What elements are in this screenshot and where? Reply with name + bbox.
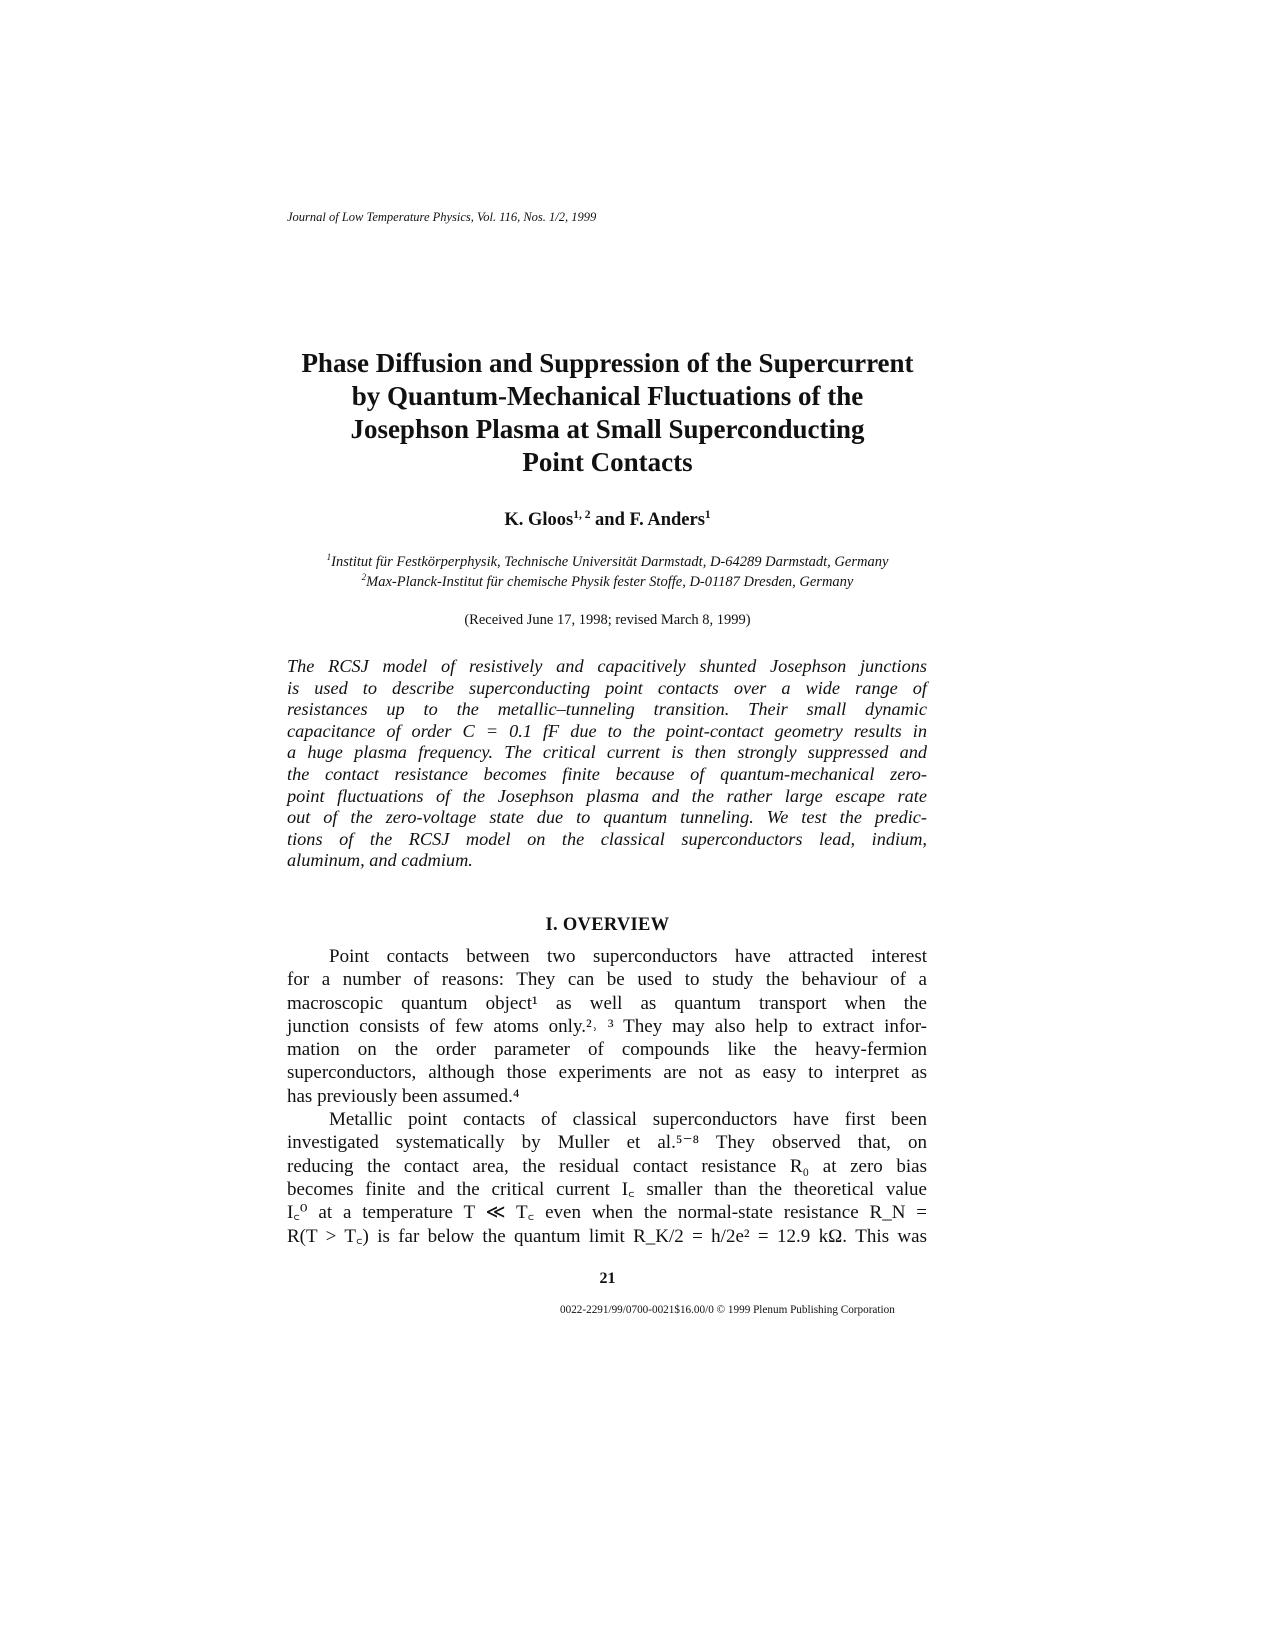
paper-title [260,347,955,479]
affiliation [260,572,955,592]
abstract-line: aluminum, and cadmium. [287,850,473,871]
author-list [260,510,955,531]
affil-number: 2 [361,572,367,583]
page-number: 21 [599,1270,616,1287]
body-line: junction consists of few atoms only.²˒ ³ They may also help to extract infor- [287,1015,927,1037]
author-name: K. Gloos [504,510,574,530]
abstract-line: resistances up to the metallic–tunneling transition. Their small dynamic [287,699,927,720]
affil-text: Institut für Festkörperphysik, Technische Universität Darmstadt, D-64289 Darmstadt, Germany [331,554,889,570]
abstract-line: tions of the RCSJ model on the classical superconductors lead, indium, [287,828,927,849]
body-line: I꜀⁰ at a temperature T ≪ T꜀ even when the normal-state resistance R_N = [287,1202,927,1224]
body-line: reducing the contact area, the residual contact resistance R₀ at zero bias [287,1155,927,1177]
abstract-line: the contact resistance becomes finite because of quantum-mechanical zero- [287,763,927,784]
title-line: Phase Diffusion and Suppression of the Supercurrent [301,348,914,378]
body-line: Metallic point contacts of classical superconductors have first been [329,1109,927,1131]
abstract [287,656,927,872]
body-line: has previously been assumed.⁴ [287,1085,520,1107]
abstract-line: out of the zero-voltage state due to quantum tunneling. We test the predic- [287,807,927,828]
abstract-line: is used to describe superconducting point contacts over a wide range of [287,677,927,698]
affil-text: Max-Planck-Institut für chemische Physik fester Stoffe, D-01187 Dresden, Germany [366,574,854,590]
affiliations [260,552,955,592]
copyright-line: 0022-2291/99/0700-0021$16.00/0 © 1999 Plenum Publishing Corporation [560,1304,895,1316]
body-line: superconductors, although those experiments are not as easy to interpret as [287,1062,927,1084]
body-line: R(T > T꜀) is far below the quantum limit R_K/2 = h/2e² = 12.9 kΩ. This was [287,1225,927,1247]
author-affil-marker: 1, 2 [573,508,591,521]
title-line: Point Contacts [522,447,693,477]
affil-number: 1 [326,552,332,563]
abstract-line: a huge plasma frequency. The critical current is then strongly suppressed and [287,742,927,763]
section-heading: I. OVERVIEW [545,915,670,935]
body-line: investigated systematically by Muller et al.⁵⁻⁸ They observed that, on [287,1132,927,1154]
body-line: for a number of reasons: They can be used to study the behaviour of a [287,969,927,991]
body-line: becomes finite and the critical current I꜀ smaller than the theoretical value [287,1178,927,1200]
body-line: Point contacts between two superconductors have attracted interest [329,946,927,967]
abstract-line: point fluctuations of the Josephson plasma and the rather large escape rate [287,785,927,806]
affiliation [260,552,955,572]
author-name: F. Anders [629,510,705,530]
body-text [287,945,927,1248]
journal-header: Journal of Low Temperature Physics, Vol. 116, Nos. 1/2, 1999 [287,210,597,224]
body-line: mation on the order parameter of compounds like the heavy-fermion [287,1039,927,1061]
author-affil-marker: 1 [704,508,711,521]
received-dates: (Received June 17, 1998; revised March 8, 1999) [464,612,751,628]
abstract-line: The RCSJ model of resistively and capacitively shunted Josephson junctions [287,656,927,676]
abstract-line: capacitance of order C = 0.1 fF due to the point-contact geometry results in [287,720,927,741]
title-line: Josephson Plasma at Small Superconducting [350,414,865,444]
body-line: macroscopic quantum object¹ as well as quantum transport when the [287,992,927,1014]
title-line: by Quantum-Mechanical Fluctuations of the [351,381,864,411]
author-conjunction: and [590,510,630,530]
